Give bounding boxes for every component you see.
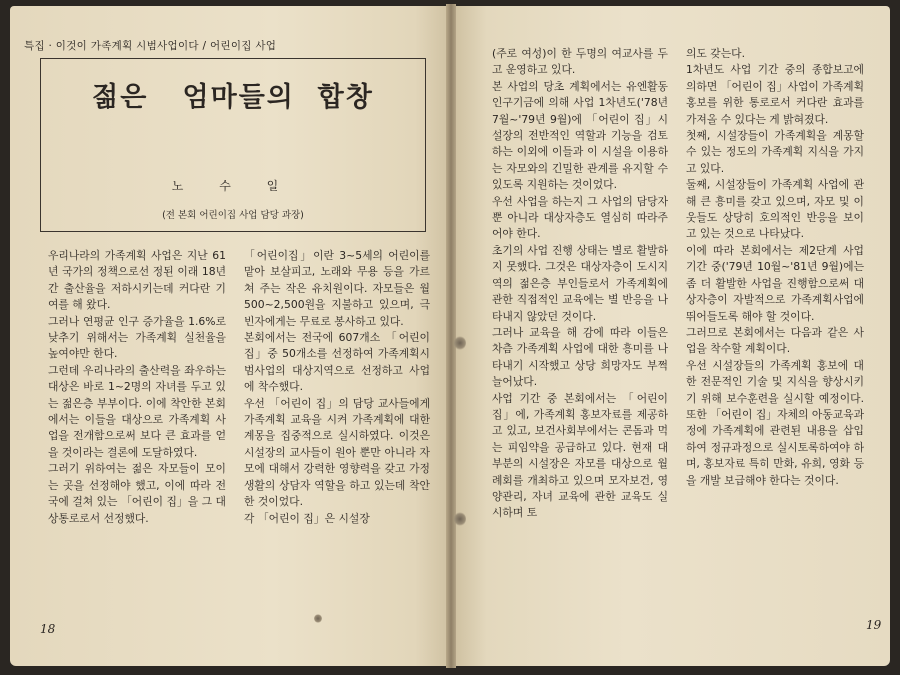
paragraph: 그러나 교육을 해 감에 따라 이들은 차츰 가족계획 사업에 대한 흥미를 나타내기 시작했고 상당 희망자도 부쩍 늘어났다. <box>492 325 668 389</box>
paragraph: 1차년도 사업 기간 중의 종합보고에 의하면 「어린이 집」사업이 가족계획홍보를 위한 통로로서 커다란 효과를 가져올 수 있다는 게 밝혀졌다. <box>686 63 864 126</box>
paragraph: 그런데 우리나라의 출산력을 좌우하는 대상은 바로 1~2명의 자녀를 두고 있는 젊은층 부부이다. 이에 착안한 본회에서는 이들을 대상으로 가족계획 사업을 전개함으로써 보다 큰 효과를 얻을 것이라는 결론에 도달하였다. <box>48 363 226 459</box>
binding-staple-mark <box>454 512 466 526</box>
paragraph: 의도 갖는다. <box>686 47 746 60</box>
article-author: 노 수 일 <box>171 179 295 193</box>
paragraph: 각 「어린이 집」은 시설장 <box>244 511 370 525</box>
section-header: 특집 · 이것이 가족계획 시범사업이다 / 어린이집 사업 <box>24 40 277 52</box>
article-title: 젊은 엄마들의 합창 <box>92 82 374 113</box>
paragraph: 우선 「어린이 집」의 담당 교사들에게 가족계획 교육을 시켜 가족계획에 대한 계몽을 집중적으로 실시하였다. 이것은 시설장의 교사들이 원아 뿐만 아니라 자모에 대해서 강력한 영향력을 갖고 가정생활의 상담자 역할을 하고 있는데 착안한 것이었다. <box>244 396 430 509</box>
left-column-1 <box>48 248 226 527</box>
author-affiliation: (전 본회 어린이집 사업 담당 과장) <box>162 210 304 221</box>
paragraph: 이에 따라 본회에서는 제2단계 사업 기간 중('79년 10월~'81년 9월)에는 좀 더 활발한 사업을 진행함으로써 대상자층이 자발적으로 가족계획사업에 뛰어들도록 해야 할 것이다. <box>686 243 864 323</box>
paragraph: 초기의 사업 진행 상태는 별로 활발하지 못했다. 그것은 대상자층이 도시지역의 젊은층 부인들로서 가족계획에 관한 직접적인 교육에는 별 반응을 나타내지 않았던 것이다. <box>492 243 668 323</box>
ink-spot <box>314 614 322 623</box>
binding-staple-mark <box>454 336 466 350</box>
paragraph: 그러므로 본회에서는 다음과 같은 사업을 착수할 계획이다. <box>686 325 864 356</box>
paragraph: 우리나라의 가족계획 사업은 지난 61년 국가의 정책으로선 정된 이래 18년간 출산율을 저하시키는데 커다란 기여를 해 왔다. <box>48 249 226 312</box>
left-column-2 <box>244 248 430 527</box>
title-box <box>40 58 426 232</box>
paragraph: 사업 기간 중 본회에서는 「어린이 집」에, 가족계획 홍보자료를 제공하고 있고, 보건사회부에서는 콘돔과 먹는 피임약을 공급하고 있다. 현재 대부분의 시설장은 자모를 대상으로 월례회를 개최하고 있으며 모자보건, 영양관리, 자녀 교육에 관한 교육도 실시하며 토 <box>492 391 668 520</box>
right-column-2 <box>686 46 864 489</box>
right-column-1 <box>492 46 668 522</box>
paragraph: (주로 여성)이 한 두명의 여교사를 두고 운영하고 있다. <box>492 47 668 77</box>
book-gutter <box>446 4 456 668</box>
paragraph: 우선 시설장들의 가족계획 홍보에 대한 전문적인 기술 및 지식을 향상시키기 위해 보수훈련을 실시할 예정이다. 또한 「어린이 집」자체의 아동교육과정에 가족계획에 관련된 내용을 삽입하여 정규과정으로 실시토록하여야 하며, 홍보자료 특히 만화, 유희, 영화 등을 개발 보급해야 한다는 것이다. <box>686 358 864 487</box>
paragraph: 그러기 위하여는 젊은 자모들이 모이는 곳을 선정해야 했고, 이에 따라 전국에 걸쳐 있는 「어린이 집」을 그 대상통로로서 선정했다. <box>48 462 226 525</box>
paragraph: 그러나 연평균 인구 증가율을 1.6%로 낮추기 위해서는 가족계획 실천율을 높여야만 한다. <box>48 314 226 361</box>
page-number-left: 18 <box>40 622 56 636</box>
page-number-right: 19 <box>866 618 882 632</box>
paragraph: 본 사업의 당초 계획에서는 유엔활동인구기금에 의해 사업 1차년도('78년 7월~'79년 9월)에 「어린이 집」시설장의 전반적인 역할과 기능을 검토하는 이외에 이들과 이 시설을 이용하는 자모와의 긴밀한 관계를 유지할 수 있도록 지원하는 것이었다. <box>492 79 668 192</box>
paragraph: 「어린이집」이란 3~5세의 어린이를 맡아 보살피고, 노래와 무용 등을 가르쳐 주는 작은 유치원이다. 자모들은 월 500~2,500원을 지불하고 있으며, 극빈자에게는 무료로 봉사하고 있다. <box>244 249 430 328</box>
paragraph: 본회에서는 전국에 607개소 「어린이 집」중 50개소를 선정하여 가족계획시범사업의 대상지역으로 선정하고 사업에 착수했다. <box>244 331 430 394</box>
paragraph: 우선 사업을 하는지 그 사업의 담당자 뿐 아니라 대상자층도 열심히 따라주어야 한다. <box>492 194 668 241</box>
paragraph: 둘째, 시설장들이 가족계획 사업에 관해 큰 흥미를 갖고 있으며, 자모 및 이웃들도 상당히 호의적인 반응을 보이고 있는 것으로 나타났다. <box>686 178 864 241</box>
paragraph: 첫째, 시설장들이 가족계획을 계몽할 수 있는 정도의 가족계획 지식을 가지고 있다. <box>686 129 864 175</box>
